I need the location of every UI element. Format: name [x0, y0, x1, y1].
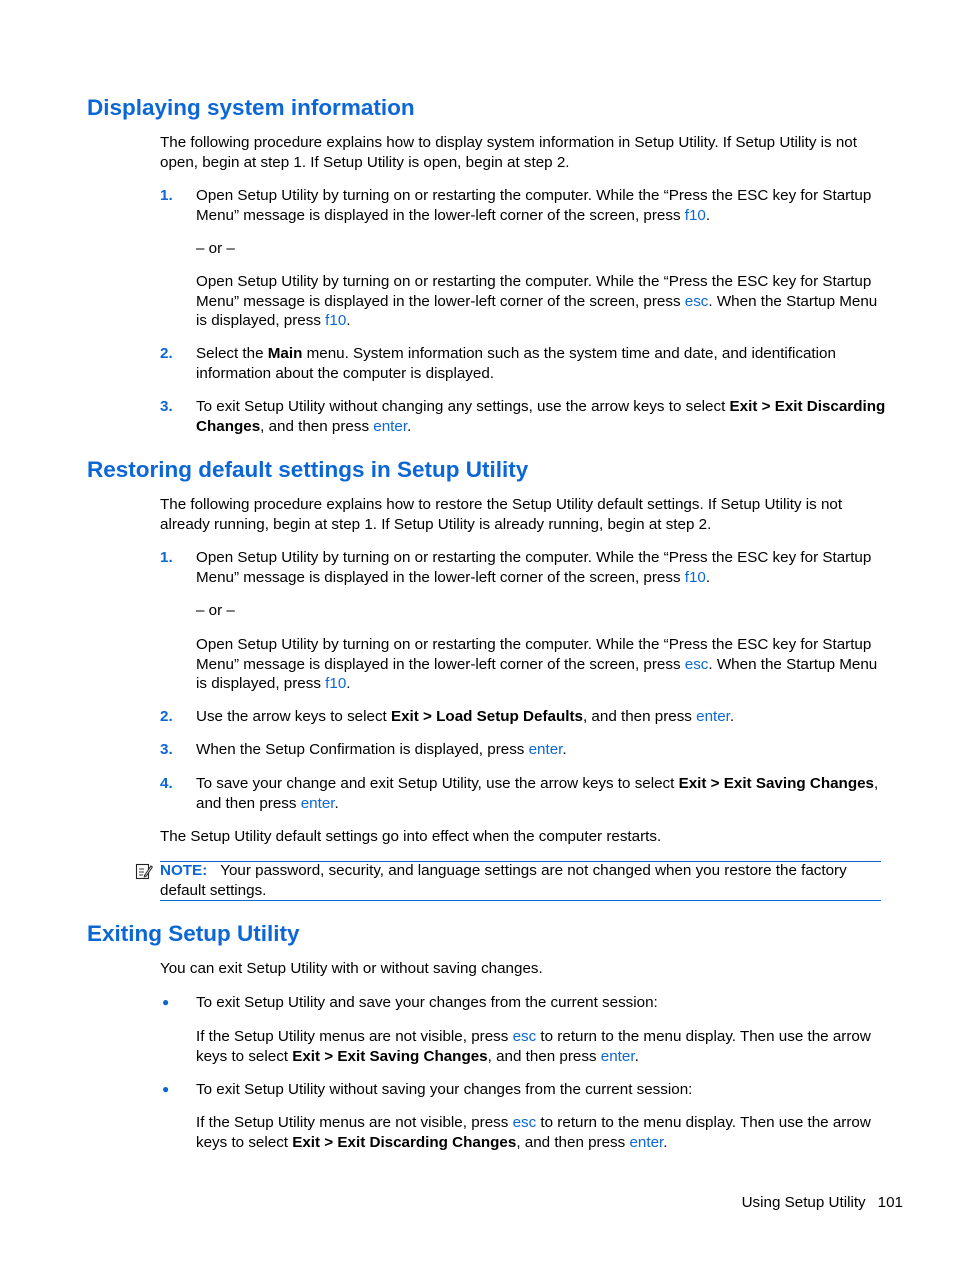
- key-enter: enter: [696, 708, 730, 725]
- restore-step3-number: 3.: [160, 741, 173, 758]
- key-esc: esc: [684, 292, 709, 310]
- display-step3-number: 3.: [160, 398, 173, 415]
- restore-step1-or: – or –: [196, 602, 235, 619]
- display-step1-number: 1.: [160, 187, 173, 204]
- display-step2-text: Select the Main menu. System information such as the system time and date, and identification information about the computer is displayed.: [196, 345, 836, 382]
- restore-step4-number: 4.: [160, 775, 173, 792]
- key-f10: f10: [684, 206, 706, 224]
- exit-intro: You can exit Setup Utility with or without saving changes.: [160, 960, 543, 977]
- display-step1-alt-text: Open Setup Utility by turning on or restarting the computer. While the “Press the ESC key for Startup Menu” message is displayed in the lower-left corner of the screen, press esc. When the Startup Menu is displayed, press f10.: [196, 273, 878, 330]
- exit-bullet2-title: To exit Setup Utility without saving your changes from the current session:: [196, 1081, 693, 1098]
- page-number: 101: [877, 1194, 903, 1211]
- key-f10: f10: [684, 568, 706, 586]
- restore-step4-text: To save your change and exit Setup Utility, use the arrow keys to select Exit > Exit Saving Changes, and then press enter.: [196, 775, 879, 812]
- restore-step1-number: 1.: [160, 549, 173, 566]
- exit-bullet1-title: To exit Setup Utility and save your changes from the current session:: [196, 994, 658, 1011]
- heading-restoring-default-settings: Restoring default settings in Setup Utility: [87, 457, 529, 482]
- exit-bullet2-text: If the Setup Utility menus are not visible, press esc to return to the menu display. Then use the arrow keys to select Exit > Exit Discarding Changes, and then press enter.: [196, 1114, 871, 1151]
- key-enter: enter: [528, 741, 563, 758]
- restore-step1-alt-text: Open Setup Utility by turning on or restarting the computer. While the “Press the ESC key for Startup Menu” message is displayed in the lower-left corner of the screen, press esc. When the Startup Menu is displayed, press f10.: [196, 636, 878, 693]
- note-label: NOTE:: [160, 862, 208, 879]
- key-enter: enter: [300, 794, 335, 812]
- display-step1-or: – or –: [196, 240, 235, 257]
- display-step3-text: To exit Setup Utility without changing any settings, use the arrow keys to select Exit > Exit Discarding Changes, and then press enter.: [196, 398, 886, 435]
- key-enter: enter: [373, 417, 408, 435]
- key-enter: enter: [629, 1133, 664, 1151]
- page-footer: [742, 1193, 903, 1213]
- restore-after-text: The Setup Utility default settings go into effect when the computer restarts.: [160, 828, 662, 845]
- display-step2-number: 2.: [160, 345, 173, 362]
- restore-step2-text: Use the arrow keys to select Exit > Load Setup Defaults, and then press enter.: [196, 708, 735, 725]
- key-f10: f10: [325, 675, 347, 693]
- display-intro: The following procedure explains how to display system information in Setup Utility. If Setup Utility is not open, begin at step 1. If Setup Utility is open, begin at step 2.: [160, 134, 857, 171]
- footer-title: Using Setup Utility: [741, 1194, 866, 1211]
- restore-step2-number: 2.: [160, 708, 173, 725]
- key-f10: f10: [325, 312, 347, 330]
- note-bottom-rule: [160, 900, 881, 901]
- bullet-icon: ●: [162, 995, 170, 1009]
- key-esc: esc: [684, 655, 709, 673]
- heading-exiting-setup-utility: Exiting Setup Utility: [87, 921, 300, 946]
- heading-displaying-system-information: Displaying system information: [87, 95, 415, 120]
- exit-bullet1-text: If the Setup Utility menus are not visible, press esc to return to the menu display. Then use the arrow keys to select Exit > Exit Saving Changes, and then press enter.: [196, 1028, 871, 1065]
- display-step1-text: Open Setup Utility by turning on or restarting the computer. While the “Press the ESC key for Startup Menu” message is displayed in the lower-left corner of the screen, press f10.: [196, 187, 872, 224]
- restore-step3-text: When the Setup Confirmation is displayed, press enter.: [196, 741, 567, 758]
- note-text: NOTE: Your password, security, and language settings are not changed when you restore the factory default settings.: [160, 862, 847, 899]
- key-esc: esc: [512, 1114, 537, 1131]
- key-esc: esc: [512, 1028, 537, 1045]
- bullet-icon: ●: [162, 1082, 170, 1096]
- note-pencil-icon: [135, 862, 153, 880]
- restore-step1-text: Open Setup Utility by turning on or restarting the computer. While the “Press the ESC key for Startup Menu” message is displayed in the lower-left corner of the screen, press f10.: [196, 549, 872, 586]
- key-enter: enter: [600, 1047, 635, 1065]
- restore-intro: The following procedure explains how to restore the Setup Utility default settings. If Setup Utility is not already running, begin at step 1. If Setup Utility is already running, begin at step 2.: [160, 496, 843, 533]
